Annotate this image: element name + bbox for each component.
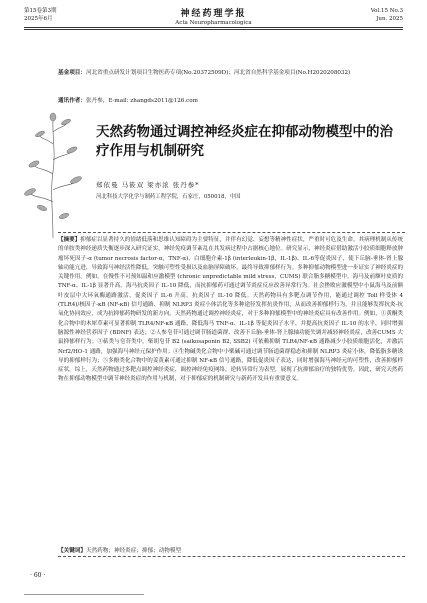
fund-label: 基金项目： bbox=[58, 70, 86, 76]
correspondence-text: 张丹参，E-mail: zhangds2011@126.com bbox=[85, 98, 198, 104]
article-affiliation: 河北科技大学化学与制药工程学院，石家庄，050018，中国 bbox=[96, 194, 241, 200]
abstract-top-rule bbox=[58, 232, 405, 233]
header-date-en: Jun. 2025 bbox=[376, 15, 403, 22]
keywords-line bbox=[58, 546, 403, 554]
header-issue-cn: 第15卷第3期 bbox=[24, 8, 57, 14]
abstract-text: 抑郁症以显著持久的情绪低落和思维认知障碍为主要特征，并伴有幻觉、妄想等精神性症状，严重时可危及生命。其病理机制从传统的单胺类神经递质失衡逐步深入研究证实，神经免疫调节紊乱在其发病过程中占据核心地位。研究显示，神经炎症借助激活小胶质细胞释放肿瘤坏死因子-α (tumor necrosis factor-α，TNF-α)、白细胞介素-1β (interleukin-1β，IL-1β)、IL-6等促炎因子，使下丘脑-垂体-肾上腺轴功能亢进，导致海马神经活性降低，突触可塑性受损以及血脑屏障破坏，最终导致抑郁样行为。多种抑郁动物模型进一步证实了神经炎症的关键作用。例如，在慢性不可预知温和应激模型 (chronic unpredictable mild stress，CUMS) 联合脂多糖模型中，海马及前额叶皮质的 TNF-α、IL-1β 显著升高，海马抗炎因子 IL-10 降低，而抗抑郁药可通过调节炎症反应改善异常行为。社会挫败应激模型中小鼠海马及前额叶皮层中大环氧酶通路激活，促炎因子 IL-6 升高，抗炎因子 IL-10 降低。天然药物具有多靶点调节作用，能通过调控 Toll 样受体 4 (TLR4)/核因子-κB (NF-κB) 信号通路、抑制 NLRP3 炎症小体活化等多种途径发挥抗炎作用，从而改善抑郁样行为，并且能够发挥抗炎-抗氧化协同效应，成为抗抑郁药物研发的新方向。天然药物通过调控神经炎症，对于多种抑郁模型中的神经炎症具有改善作用。例如，①黄酮类化合物中的木犀草素可显著抑制 TLR4/NF-κB 通路，降低海马 TNF-α、IL-1β 等促炎因子水平，并提高抗炎因子 IL-10 的水平，同时增强脑源性神经营养因子 (BDNF) 表达；②人参皂苷可通过调节肠道菌群、改善下丘脑-垂体-肾上腺轴功能失调并减轻神经炎症，改善CUMS 大鼠抑郁样行为；③萜类与皂苷类中，柴胡皂苷 B2 (saikosaponin B2, SSB2) 可依赖抑制 TLR4/NF-κB 通路减少小胶质细胞活化，并激活 Nrf2/HO-1 通路，加强海马神经元保护作用；④生物碱类化合物中小檗碱可通过调节肠道菌群稳态和抑制 NLRP3 炎症小体，降低脂多糖诱导的抑郁样行为；⑤多酚类化合物中的姜黄素可通过抑制 NF-κB 信号通路，降低促炎因子表达，同时增强海马神经元的可塑性，改善抑郁样症状。综上，天然药物通过多靶点调控神经炎症，调控神经免疫网络，逆转异常行为表型，展现了抗抑郁治疗的独特优势。因此，研究天然药物在抑郁动物模型中调节神经炎症的作用与机制，对于抑郁症的机制研究与新药开发具有重要意义。 bbox=[58, 237, 404, 383]
plant-illustration-logo bbox=[20, 112, 86, 240]
journal-title-cn: 神经药理学报 bbox=[180, 9, 247, 19]
header-date-cn: 2025年6月 bbox=[24, 15, 53, 22]
correspondence-note bbox=[58, 96, 403, 104]
header-rule-thin bbox=[24, 29, 403, 30]
page-number: · 60 · bbox=[30, 572, 46, 579]
header-rule bbox=[24, 27, 403, 28]
keywords-label: 【关键词】 bbox=[58, 548, 86, 554]
abstract-paragraph bbox=[58, 236, 403, 385]
header-volume-info bbox=[371, 8, 403, 23]
correspondence-label: 通讯作者： bbox=[58, 98, 86, 104]
article-title: 天然药物通过调控神经炎症在抑郁动物模型中的治疗作用与机制研究 bbox=[96, 124, 393, 159]
abstract-bottom-rule bbox=[58, 556, 405, 557]
abstract-label: 【摘要】 bbox=[58, 237, 81, 243]
footer-rule bbox=[24, 594, 144, 595]
keywords-text: 天然药物；神经炎症；抑郁；动物模型 bbox=[85, 548, 182, 554]
journal-masthead bbox=[0, 6, 427, 26]
header-volume-en: Vol.15 No.3 bbox=[370, 8, 403, 14]
article-authors: 郑依曼 马筱双 梁亦浓 张丹参* bbox=[96, 181, 200, 189]
journal-title-en: Acta Neuropharmacologica bbox=[175, 20, 252, 26]
fund-text: 河北省重点研发计划项目生物医药专项(No.20372509D)；河北省自然科学基金项目(No.H2020208032) bbox=[85, 70, 351, 76]
fund-note bbox=[58, 69, 403, 78]
